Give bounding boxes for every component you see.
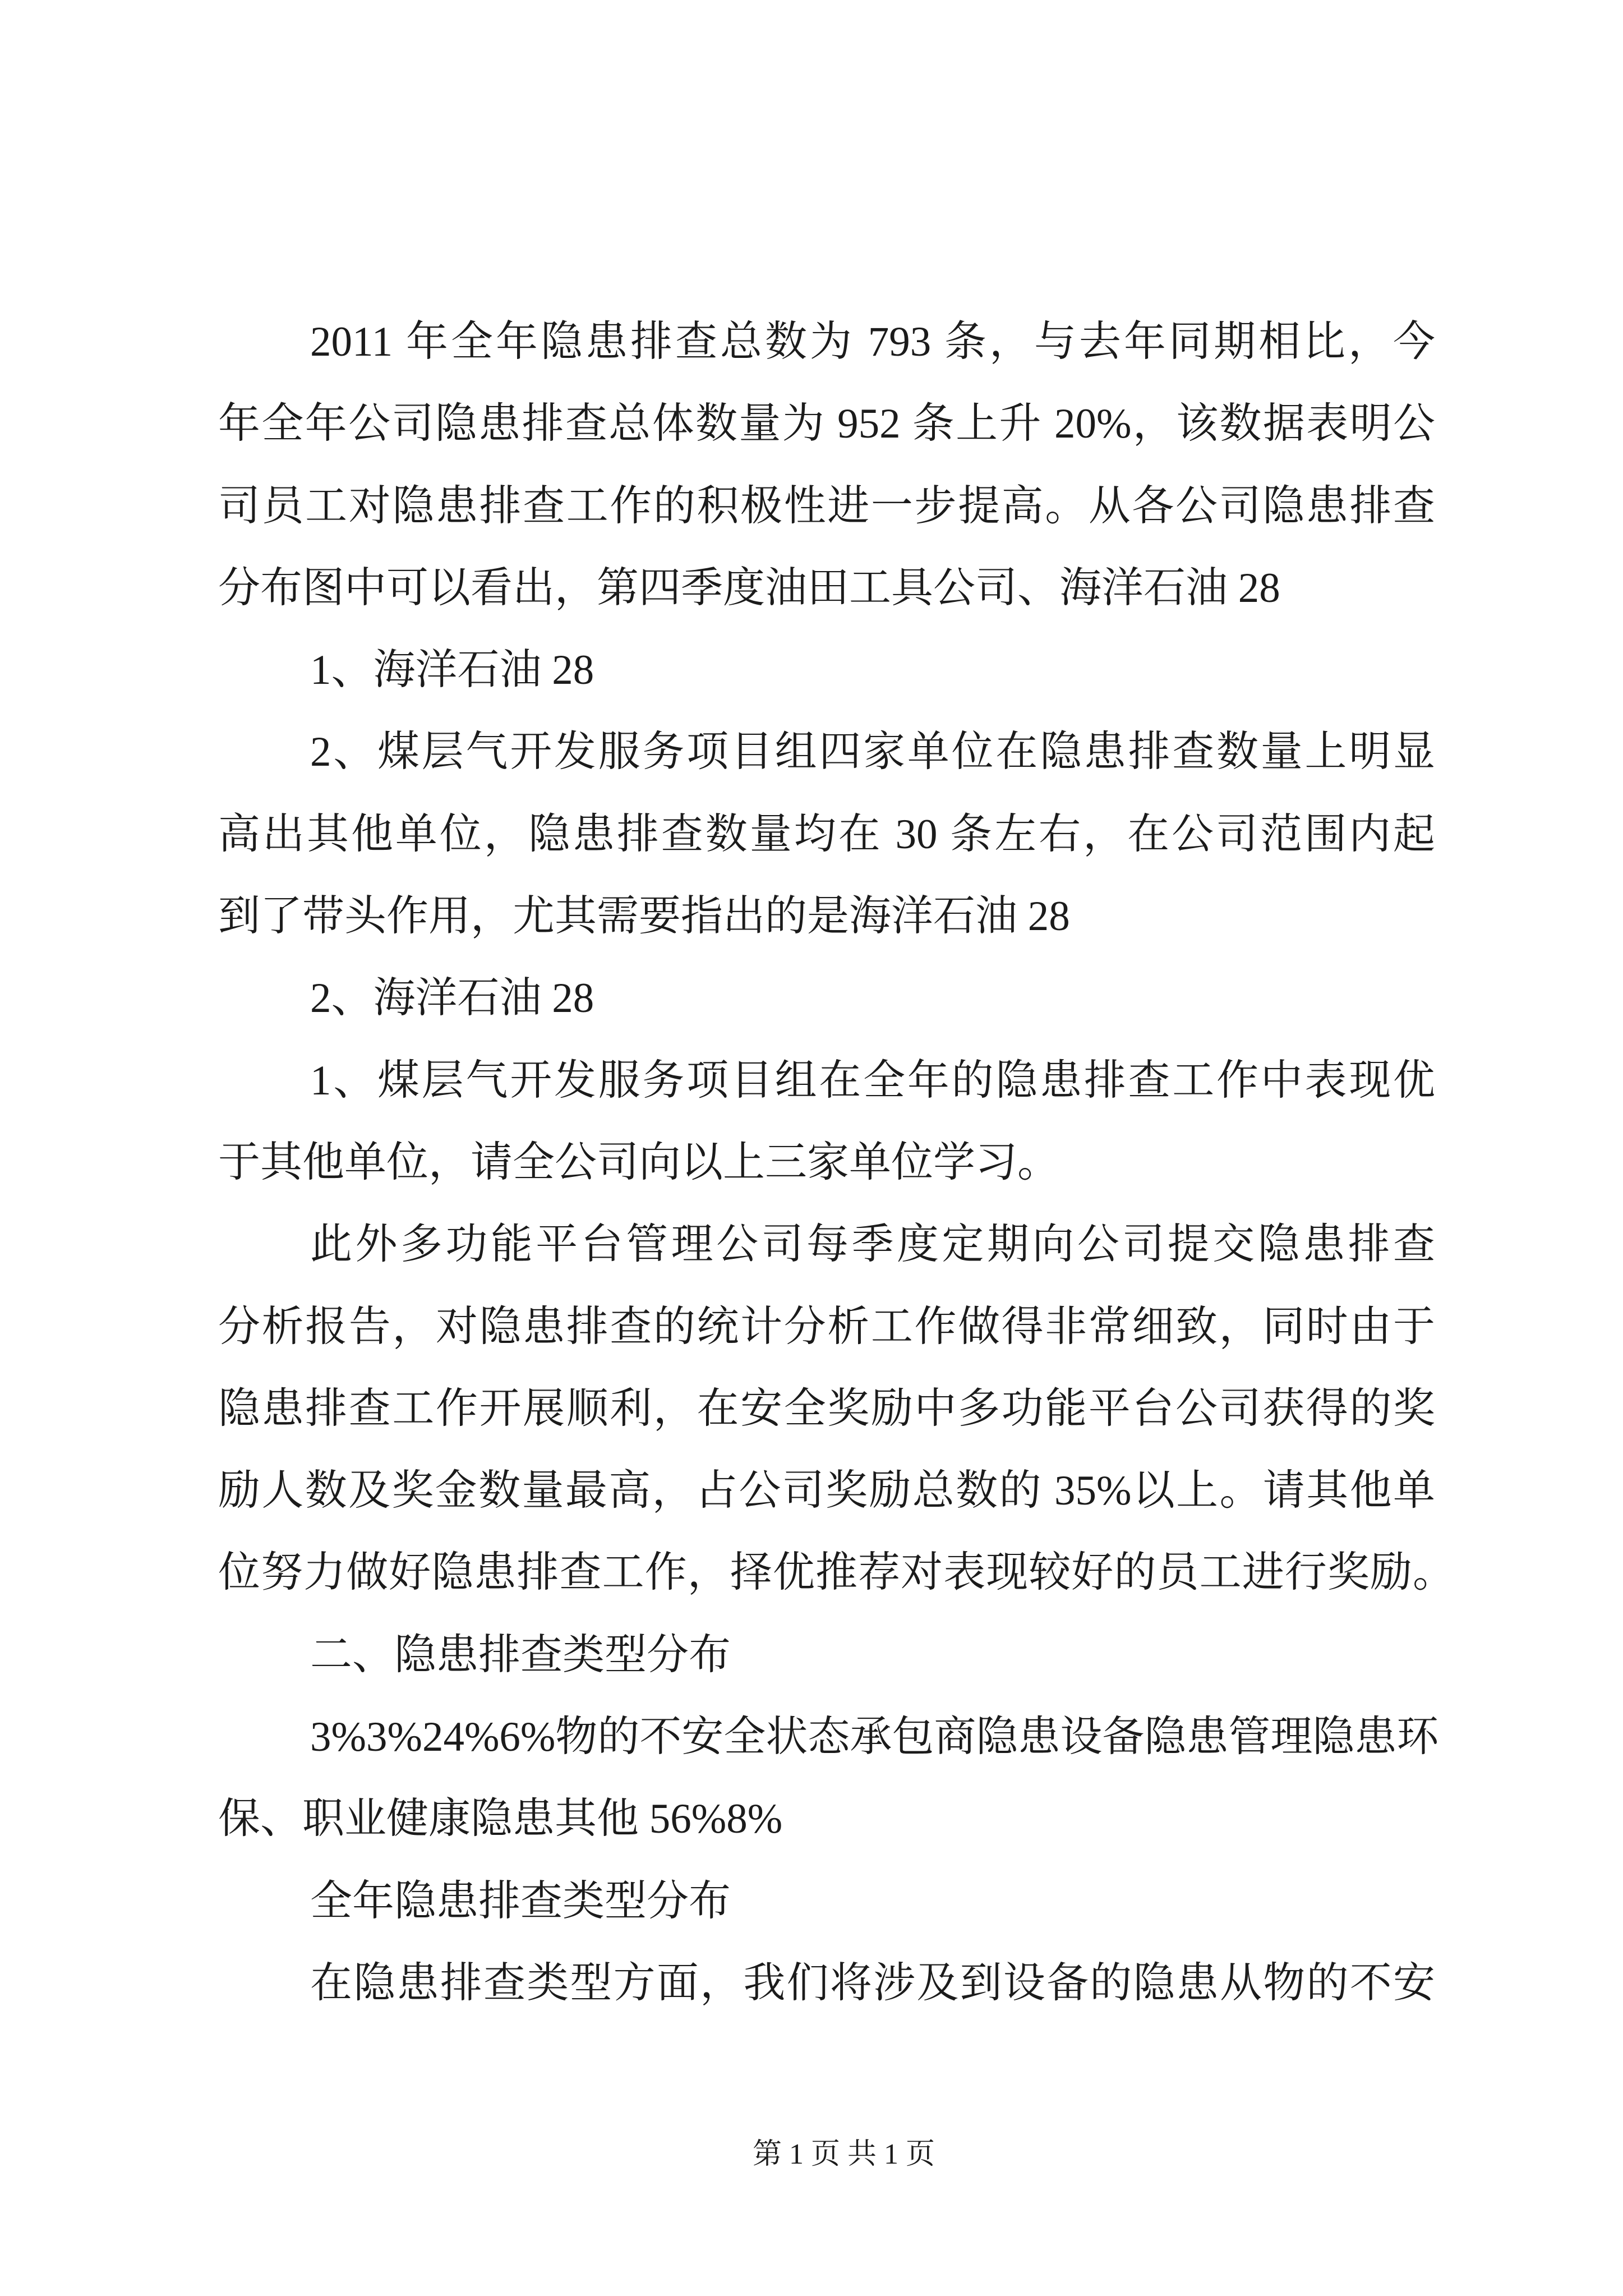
text-line: 2、煤层气开发服务项目组四家单位在隐患排查数量上明显 [310, 729, 1435, 776]
text-line: 到了带头作用，尤其需要指出的是海洋石油 28 [218, 893, 1070, 940]
chart-residue-text [218, 1696, 1439, 1861]
text-line: 分析报告，对隐患排查的统计分析工作做得非常细致，同时由于 [218, 1303, 1435, 1350]
text-line: 分布图中可以看出，第四季度油田工具公司、海洋石油 28 [218, 564, 1280, 611]
page-footer: 第 1 页 共 1 页 [753, 2138, 935, 2170]
text-line: 1、海洋石油 28 [310, 647, 594, 694]
text-line: 2011 年全年隐患排查总数为 793 条，与去年同期相比，今 [310, 319, 1435, 365]
paragraph-summary [218, 301, 1435, 629]
text-line: 1、煤层气开发服务项目组在全年的隐患排查工作中表现优 [310, 1057, 1435, 1104]
paragraph-item [218, 1040, 1435, 1204]
heading-text: 二、隐患排查类型分布 [310, 1631, 731, 1678]
text-line: 保、职业健康隐患其他 56%8% [218, 1796, 783, 1843]
text-line: 年全年公司隐患排查总体数量为 952 条上升 20%，该数据表明公 [218, 401, 1435, 448]
chart-caption [218, 1861, 1435, 1943]
text-line: 司员工对隐患排查工作的积极性进一步提高。从各公司隐患排查 [218, 482, 1435, 530]
caption-text: 全年隐患排查类型分布 [310, 1878, 731, 1925]
text-line: 隐患排查工作开展顺利，在安全奖励中多功能平台公司获得的奖 [218, 1385, 1435, 1432]
text-line: 位努力做好隐患排查工作，择优推荐对表现较好的员工进行奖励。 [218, 1549, 1455, 1596]
text-line: 在隐患排查类型方面，我们将涉及到设备的隐患从物的不安 [310, 1959, 1435, 2007]
section-heading [218, 1614, 1435, 1696]
text-line: 励人数及奖金数量最高，占公司奖励总数的 35%以上。请其他单 [218, 1467, 1435, 1515]
text-line: 2、海洋石油 28 [310, 975, 594, 1022]
text-line: 于其他单位，请全公司向以上三家单位学习。 [218, 1139, 1060, 1186]
paragraph-body [218, 1943, 1435, 2024]
text-line: 此外多功能平台管理公司每季度定期向公司提交隐患排查 [310, 1221, 1435, 1268]
paragraph-item [218, 629, 1435, 711]
paragraph-item [218, 958, 1435, 1039]
paragraph-item [218, 711, 1435, 958]
text-line: 3%3%24%6%物的不安全状态承包商隐患设备隐患管理隐患环 [310, 1714, 1439, 1761]
paragraph-body [218, 1204, 1455, 1614]
text-line: 高出其他单位，隐患排查数量均在 30 条左右，在公司范围内起 [218, 811, 1435, 858]
document-body [218, 301, 1455, 2024]
